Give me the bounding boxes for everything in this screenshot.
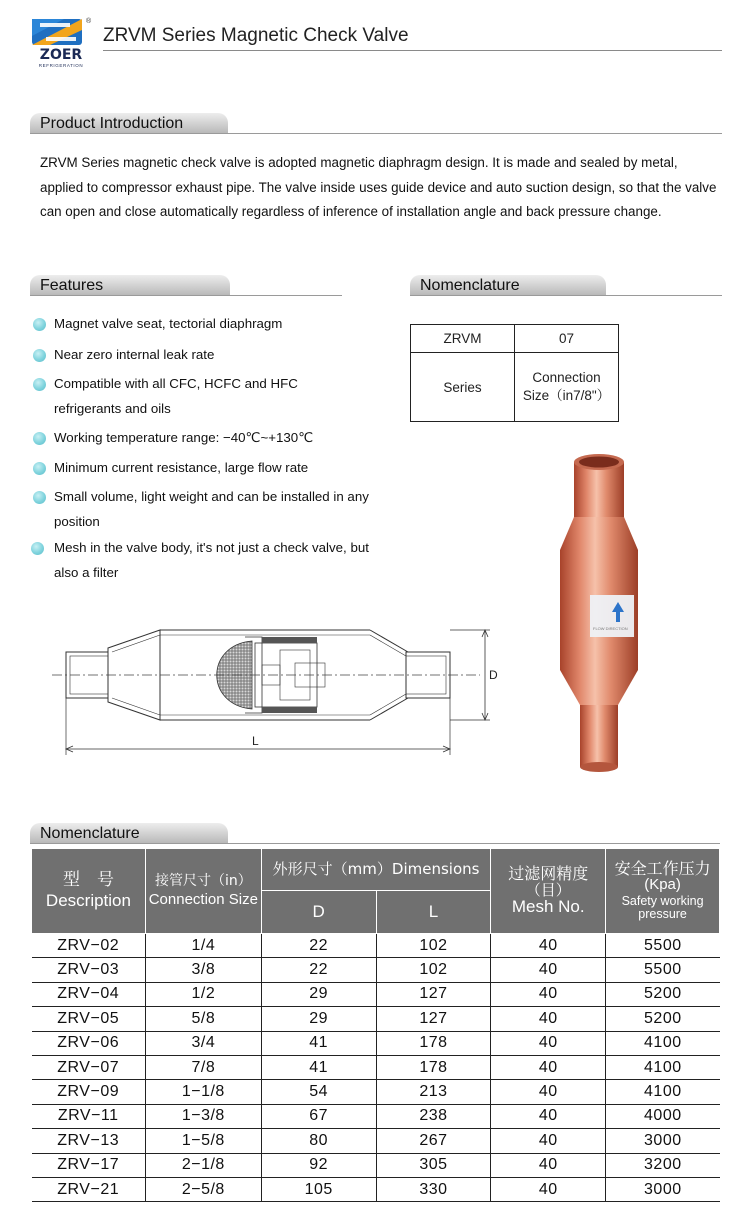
valve-product-photo bbox=[556, 440, 666, 780]
code-cell: ZRVM bbox=[411, 325, 515, 353]
dimension-d-label: D bbox=[489, 668, 498, 682]
section-tab bbox=[30, 823, 228, 843]
connection-cell: 1/4 bbox=[145, 934, 261, 958]
d-cell: 22 bbox=[261, 934, 376, 958]
model-cell: ZRV−11 bbox=[32, 1104, 146, 1128]
section-title: Features bbox=[40, 277, 104, 294]
dimension-l-label: L bbox=[252, 734, 259, 748]
spec-table bbox=[31, 848, 720, 1202]
mesh-cell: 40 bbox=[491, 982, 606, 1006]
pressure-cell: 5500 bbox=[606, 958, 720, 982]
list-item: Mesh in the valve body, it's not just a check valve, but also a filter bbox=[32, 536, 392, 585]
bullet-icon bbox=[33, 349, 46, 362]
table-row bbox=[32, 1055, 720, 1079]
section-title: Nomenclature bbox=[40, 825, 140, 842]
section-tab bbox=[30, 275, 230, 295]
registered-mark: ® bbox=[86, 18, 92, 25]
pressure-cell: 3000 bbox=[606, 1177, 720, 1201]
features-list bbox=[32, 312, 392, 585]
connection-cell: 1−3/8 bbox=[145, 1104, 261, 1128]
bullet-icon bbox=[31, 542, 44, 555]
model-cell: ZRV−17 bbox=[32, 1153, 146, 1177]
section-head-intro bbox=[30, 113, 722, 135]
section-title: Nomenclature bbox=[420, 277, 520, 294]
d-cell: 54 bbox=[261, 1080, 376, 1104]
mesh-cell: 40 bbox=[491, 958, 606, 982]
d-cell: 105 bbox=[261, 1177, 376, 1201]
section-rule bbox=[30, 133, 722, 134]
d-cell: 67 bbox=[261, 1104, 376, 1128]
table-row bbox=[32, 1031, 720, 1055]
connection-cell: 3/8 bbox=[145, 958, 261, 982]
l-cell: 178 bbox=[376, 1055, 491, 1079]
connection-cell: 1−5/8 bbox=[145, 1129, 261, 1153]
list-item: Near zero internal leak rate bbox=[32, 343, 392, 368]
table-row bbox=[32, 1177, 720, 1201]
bullet-icon bbox=[33, 378, 46, 391]
l-cell: 330 bbox=[376, 1177, 491, 1201]
model-cell: ZRV−06 bbox=[32, 1031, 146, 1055]
table-row bbox=[32, 1153, 720, 1177]
model-cell: ZRV−09 bbox=[32, 1080, 146, 1104]
header-mesh: 过滤网精度 （目） Mesh No. bbox=[491, 849, 606, 934]
l-cell: 102 bbox=[376, 934, 491, 958]
d-cell: 41 bbox=[261, 1031, 376, 1055]
d-cell: 92 bbox=[261, 1153, 376, 1177]
bullet-icon bbox=[33, 432, 46, 445]
table-row bbox=[32, 982, 720, 1006]
connection-cell: 5/8 bbox=[145, 1007, 261, 1031]
title-divider bbox=[103, 50, 722, 51]
section-head-spec bbox=[30, 823, 720, 845]
l-cell: 102 bbox=[376, 958, 491, 982]
valve-cross-section-diagram bbox=[40, 615, 520, 765]
list-item: Working temperature range: −40℃~+130℃ bbox=[32, 426, 392, 451]
mesh-cell: 40 bbox=[491, 1080, 606, 1104]
l-cell: 178 bbox=[376, 1031, 491, 1055]
table-row bbox=[32, 1007, 720, 1031]
l-cell: 305 bbox=[376, 1153, 491, 1177]
table-row bbox=[32, 1104, 720, 1128]
model-cell: ZRV−21 bbox=[32, 1177, 146, 1201]
pressure-cell: 4100 bbox=[606, 1055, 720, 1079]
company-logo bbox=[30, 16, 94, 70]
model-cell: ZRV−04 bbox=[32, 982, 146, 1006]
section-tab bbox=[410, 275, 606, 295]
mesh-cell: 40 bbox=[491, 1031, 606, 1055]
pressure-cell: 3200 bbox=[606, 1153, 720, 1177]
page-title: ZRVM Series Magnetic Check Valve bbox=[103, 25, 409, 46]
l-cell: 213 bbox=[376, 1080, 491, 1104]
section-rule bbox=[30, 843, 720, 844]
pressure-cell: 5500 bbox=[606, 934, 720, 958]
header-l: L bbox=[376, 891, 491, 934]
list-item: Magnet valve seat, tectorial diaphragm bbox=[32, 312, 392, 337]
nomenclature-code-table bbox=[410, 324, 619, 422]
section-head-features bbox=[30, 275, 342, 297]
section-rule bbox=[30, 295, 342, 296]
code-label-cell: Series bbox=[411, 353, 515, 422]
connection-cell: 2−1/8 bbox=[145, 1153, 261, 1177]
list-item: Compatible with all CFC, HCFC and HFC refrigerants and oils bbox=[32, 372, 392, 421]
model-cell: ZRV−13 bbox=[32, 1129, 146, 1153]
pressure-cell: 5200 bbox=[606, 1007, 720, 1031]
pressure-cell: 4100 bbox=[606, 1031, 720, 1055]
mesh-cell: 40 bbox=[491, 934, 606, 958]
section-tab bbox=[30, 113, 228, 133]
model-cell: ZRV−05 bbox=[32, 1007, 146, 1031]
l-cell: 127 bbox=[376, 982, 491, 1006]
pressure-cell: 5200 bbox=[606, 982, 720, 1006]
mesh-cell: 40 bbox=[491, 1055, 606, 1079]
header-dimensions: 外形尺寸（mm）Dimensions bbox=[261, 849, 491, 891]
mesh-cell: 40 bbox=[491, 1177, 606, 1201]
table-row bbox=[32, 934, 720, 958]
list-item: Small volume, light weight and can be installed in any position bbox=[32, 485, 392, 534]
connection-cell: 3/4 bbox=[145, 1031, 261, 1055]
header-pressure: 安全工作压力 (Kpa) Safety working pressure bbox=[606, 849, 720, 934]
l-cell: 127 bbox=[376, 1007, 491, 1031]
d-cell: 80 bbox=[261, 1129, 376, 1153]
bullet-icon bbox=[33, 462, 46, 475]
d-cell: 41 bbox=[261, 1055, 376, 1079]
table-row bbox=[32, 958, 720, 982]
section-head-nomenclature bbox=[410, 275, 722, 297]
model-cell: ZRV−03 bbox=[32, 958, 146, 982]
connection-cell: 1−1/8 bbox=[145, 1080, 261, 1104]
connection-cell: 2−5/8 bbox=[145, 1177, 261, 1201]
logo-word: ZOER bbox=[39, 47, 83, 63]
intro-paragraph: ZRVM Series magnetic check valve is adopted magnetic diaphragm design. It is made and sealed by metal, applied to compressor exhaust pipe. The valve inside uses guide device and auto suction design, so that the valve can open and close automatically regardless of inference of installation angle and back pressure change. bbox=[40, 155, 717, 220]
spec-table-body bbox=[32, 934, 720, 1202]
connection-cell: 7/8 bbox=[145, 1055, 261, 1079]
size-cell: 07 bbox=[515, 325, 619, 353]
bullet-icon bbox=[33, 491, 46, 504]
list-item: Minimum current resistance, large flow rate bbox=[32, 456, 392, 481]
l-cell: 238 bbox=[376, 1104, 491, 1128]
logo-mark-icon bbox=[30, 16, 94, 48]
size-label-cell: Connection Size（in7/8"） bbox=[515, 353, 619, 422]
pressure-cell: 4100 bbox=[606, 1080, 720, 1104]
section-rule bbox=[410, 295, 722, 296]
mesh-cell: 40 bbox=[491, 1153, 606, 1177]
header-d: D bbox=[261, 891, 376, 934]
bullet-icon bbox=[33, 318, 46, 331]
d-cell: 29 bbox=[261, 982, 376, 1006]
pressure-cell: 3000 bbox=[606, 1129, 720, 1153]
l-cell: 267 bbox=[376, 1129, 491, 1153]
flow-label: FLOW DIRECTION bbox=[593, 626, 628, 631]
model-cell: ZRV−07 bbox=[32, 1055, 146, 1079]
table-row bbox=[32, 1080, 720, 1104]
header-description: 型 号 Description bbox=[32, 849, 146, 934]
mesh-cell: 40 bbox=[491, 1104, 606, 1128]
mesh-cell: 40 bbox=[491, 1007, 606, 1031]
connection-cell: 1/2 bbox=[145, 982, 261, 1006]
header-connection-size: 接管尺寸（in） Connection Size bbox=[145, 849, 261, 934]
table-row bbox=[32, 1129, 720, 1153]
d-cell: 22 bbox=[261, 958, 376, 982]
pressure-cell: 4000 bbox=[606, 1104, 720, 1128]
logo-subtitle: REFRIGERATION bbox=[38, 63, 84, 68]
d-cell: 29 bbox=[261, 1007, 376, 1031]
section-title: Product Introduction bbox=[40, 115, 184, 132]
model-cell: ZRV−02 bbox=[32, 934, 146, 958]
mesh-cell: 40 bbox=[491, 1129, 606, 1153]
